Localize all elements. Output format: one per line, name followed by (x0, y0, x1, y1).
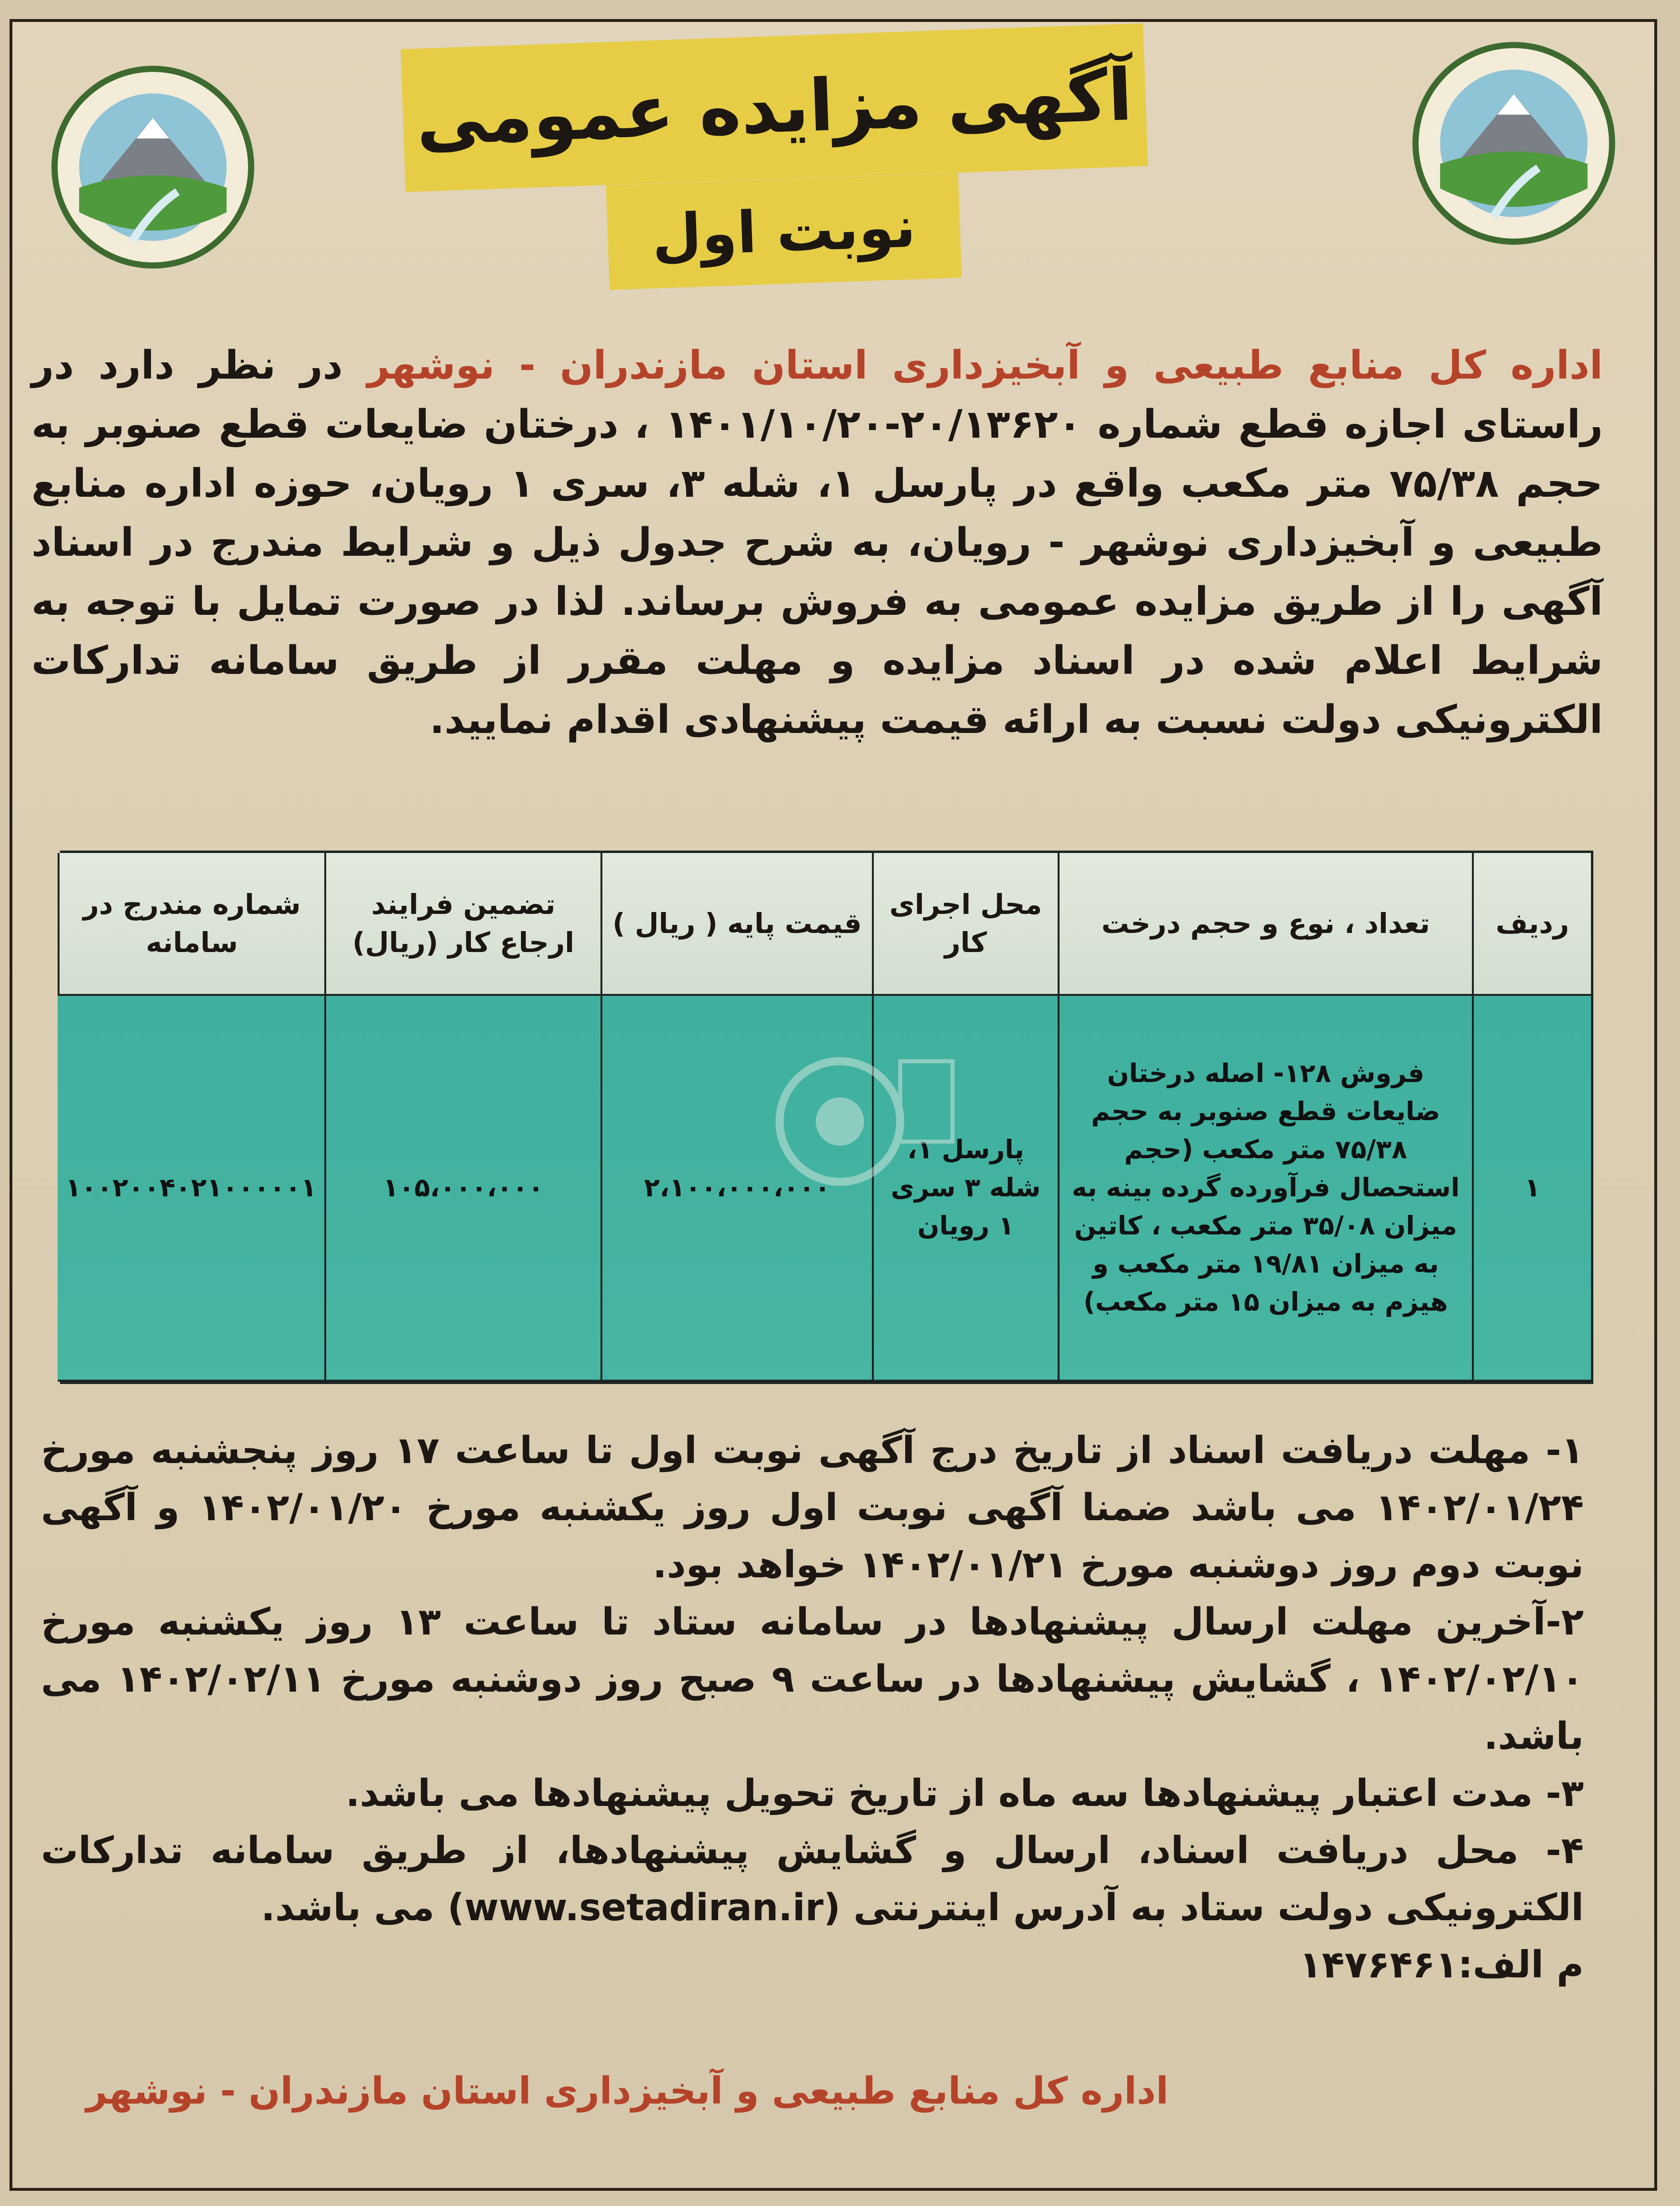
ad-page (10, 19, 1657, 2191)
header-guarantee: تضمین فرایند ارجاع کار (ریال) (324, 853, 600, 996)
intro-text: در نظر دارد در راستای اجازه قطع شماره ۲۰/۱۳۶۲۰-۱۴۰۱/۱۰/۲۰ ، درختان ضایعات قطع صنوبر به حجم ۷۵/۳۸ متر مکعب واقع در پارسل ۱، شله ۳، سری ۱ رویان، حوزه اداره منابع طبیعی و آبخیزداری نوشهر - رویان، به شرح جدول ذیل و شرایط مندرج در اسناد آگهی را از طریق مزایده عمومی به فروش برساند. لذا در صورت تمایل با توجه به شرایط اعلام شده در اسناد مزایده و مهلت مقرر از طریق سامانه تدارکات الکترونیکی دولت نسبت به ارائه قیمت پیشنهادی اقدام نمایید. (31, 343, 1603, 742)
header-location: محل اجرای کار (872, 853, 1058, 996)
condition-4-text: ۴- محل دریافت اسناد، ارسال و گشایش پیشنهادها، از طریق سامانه تدارکات الکترونیکی دولت ستاد به آدرس اینترنتی ( (41, 1829, 1584, 1929)
cell-row-number: ۱ (1472, 996, 1591, 1382)
reference-number: م الف:۱۴۷۶۴۶۱ (1299, 1944, 1584, 1986)
header-base-price: قیمت پایه ( ریال ) (600, 853, 872, 996)
intro-paragraph (31, 336, 1603, 750)
ad-title: آگهی مزایده عمومی (400, 23, 1148, 192)
cell-base-price: ۲،۱۰۰،۰۰۰،۰۰۰ (600, 996, 872, 1382)
auction-table (60, 851, 1593, 1384)
footer-organization: اداره کل منابع طبیعی و آبخیزداری استان مازندران - نوشهر (86, 2070, 1169, 2113)
cell-location: پارسل ۱، شله ۳ سری ۱ رویان (872, 996, 1058, 1382)
setad-url-link[interactable]: www.setadiran.ir (464, 1886, 824, 1929)
cell-system-number: ۱۰۰۲۰۰۴۰۲۱۰۰۰۰۰۱ (58, 996, 324, 1382)
header-row-number: ردیف (1472, 853, 1591, 996)
condition-2: ۲-آخرین مهلت ارسال پیشنهادها در سامانه ستاد تا ساعت ۱۳ روز یکشنبه مورخ ۱۴۰۲/۰۲/۱۰ ، گشایش پیشنهادها در ساعت ۹ صبح روز دوشنبه مورخ ۱۴۰۲/۰۲/۱۱ می باشد. (41, 1601, 1584, 1758)
condition-1: ۱- مهلت دریافت اسناد از تاریخ درج آگهی نوبت اول تا ساعت ۱۷ روز پنجشنبه مورخ ۱۴۰۲/۰۱/۲۴ می باشد ضمنا آگهی نوبت اول روز یکشنبه مورخ ۱۴۰۲/۰۱/۲۰ و آگهی نوبت دوم روز دوشنبه مورخ ۱۴۰۲/۰۱/۲۱ خواهد بود. (41, 1429, 1584, 1586)
conditions-list (41, 1422, 1584, 1994)
organization-name: اداره کل منابع طبیعی و آبخیزداری استان مازندران - نوشهر (367, 343, 1603, 388)
organization-logo-left (50, 65, 255, 270)
cell-description: فروش ۱۲۸- اصله درختان ضایعات قطع صنوبر به حجم ۷۵/۳۸ متر مکعب (حجم استحصال فرآورده گرده بینه به میزان ۳۵/۰۸ متر مکعب ، کاتین به میزان ۱۹/۸۱ متر مکعب و هیزم به میزان ۱۵ متر مکعب) (1058, 996, 1472, 1382)
header-system-number: شماره مندرج در سامانه (58, 853, 324, 996)
condition-4 (41, 1822, 1584, 1936)
ad-subtitle: نوبت اول (606, 173, 961, 290)
condition-3: ۳- مدت اعتبار پیشنهادها سه ماه از تاریخ تحویل پیشنهادها می باشد. (345, 1772, 1584, 1815)
header-description: تعداد ، نوع و حجم درخت (1058, 853, 1472, 996)
condition-4-end: ) می باشد. (261, 1886, 465, 1929)
organization-logo-right (1411, 41, 1616, 246)
cell-guarantee: ۱۰۵،۰۰۰،۰۰۰ (324, 996, 600, 1382)
